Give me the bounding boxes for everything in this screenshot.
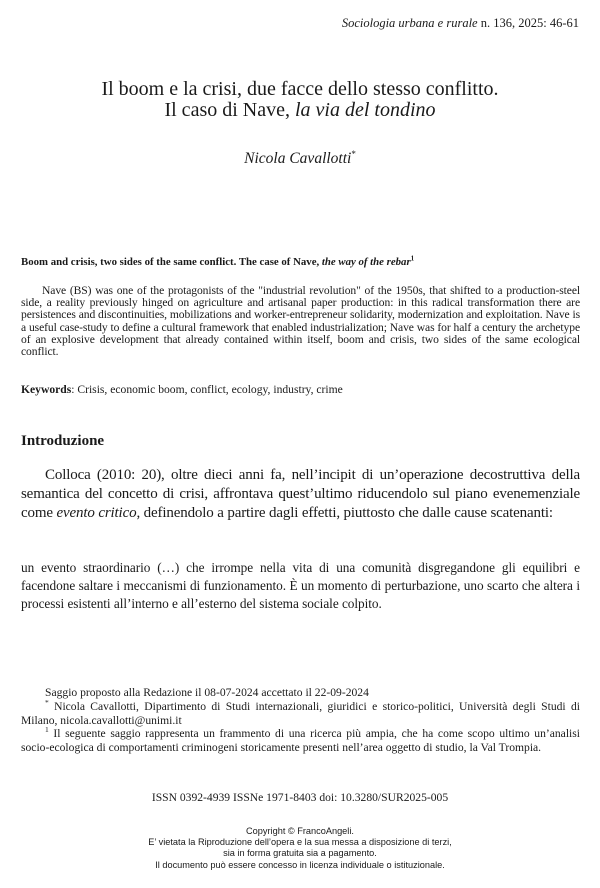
footnote-1 <box>21 727 580 755</box>
keywords <box>21 383 580 396</box>
abstract-title <box>21 256 581 268</box>
copyright-line-3: sia in forma gratuita sia a pagamento. <box>223 848 377 859</box>
footnotes <box>21 686 580 755</box>
section-heading: Introduzione <box>21 433 105 449</box>
journal-header <box>342 16 579 31</box>
keywords-text: : Crisis, economic boom, conflict, ecology, industry, crime <box>71 383 343 396</box>
intro-text-1: Colloca (2010: 20), oltre dieci anni fa, nell’incipit di un’operazione decostruttiva della semantica del concetto di crisi, affrontava quest’ultimo riducendolo sul piano evenemenziale come <box>21 467 580 521</box>
title-line-2-prefix: Il caso di Nave, <box>164 99 295 121</box>
article-title <box>0 79 600 121</box>
intro-italic: evento critico <box>56 505 137 521</box>
intro-paragraph <box>21 466 580 523</box>
affiliation-note <box>21 697 580 728</box>
affiliation-marker: * <box>45 697 49 707</box>
abstract-title-note: 1 <box>410 254 415 263</box>
issue-info: n. 136, 2025: 46-61 <box>477 16 579 30</box>
intro-text-2: , definendolo a partire dagli effetti, piuttosto che dalle cause scatenanti: <box>136 505 553 521</box>
footnote-1-text: Il seguente saggio rappresenta un frammento di una ricerca più ampia, che ha come scopo ultimo un’analisi socio-ecologica di comportamenti criminogeni storicamente presenti nell’area oggetto di studio, la Val Trompia. <box>21 727 580 755</box>
abstract-title-prefix: Boom and crisis, two sides of the same conflict. The case of Nave, <box>21 256 322 268</box>
copyright-block <box>0 826 600 871</box>
abstract-title-italic: the way of the rebar <box>321 256 411 268</box>
block-quote: un evento straordinario (…) che irrompe nella vita di una comunità disgregandone gli equilibri e facendone saltare i meccanismi di funzionamento. È un momento di perturbazione, uno scarto che altera i processi esistenti all’interno e all’esterno del sistema sociale colpito. <box>21 560 580 611</box>
submission-note: Saggio proposto alla Redazione il 08-07-2024 accettato il 22-09-2024 <box>45 686 369 699</box>
copyright-line-4: Il documento può essere concesso in licenza individuale o istituzionale. <box>155 859 445 870</box>
title-line-2 <box>0 100 600 121</box>
issn-doi-line: ISSN 0392-4939 ISSNe 1971-8403 doi: 10.3280/SUR2025-005 <box>151 791 449 804</box>
abstract-body: Nave (BS) was one of the protagonists of the "industrial revolution" of the 1950s, that shifted to a production-steel side, a reality previously hinged on agriculture and artisanal paper production: in this radical transformation there are persistences and discontinuities, mobilizations and worker-entrepreneur solidarity, modernization and exploitation. Nave is a useful case-study to define a cultural framework that enabled industrialization; Nave was for half a century the archetype of an explosive development that already contained within itself, boom and crisis, two sides of the same ecological conflict. <box>21 284 580 359</box>
author-footnote-marker: * <box>351 148 356 159</box>
title-line-1: Il boom e la crisi, due facce dello stesso conflitto. <box>101 78 499 100</box>
keywords-label: Keywords <box>21 383 72 396</box>
copyright-line-2: E’ vietata la Riproduzione dell’opera e la sua messa a disposizione di terzi, <box>148 837 452 848</box>
author-name: Nicola Cavallotti <box>244 150 352 167</box>
affiliation-text: Nicola Cavallotti, Dipartimento di Studi internazionali, giuridici e storico-politici, Università degli Studi di Milano, nicola.cavallotti@unimi.it <box>21 699 580 727</box>
journal-name: Sociologia urbana e rurale <box>341 16 478 30</box>
copyright-line-1: Copyright © FrancoAngeli. <box>246 826 354 836</box>
footnote-1-marker: 1 <box>45 725 49 735</box>
author-line <box>0 150 600 168</box>
title-line-2-italic: la via del tondino <box>294 99 436 121</box>
